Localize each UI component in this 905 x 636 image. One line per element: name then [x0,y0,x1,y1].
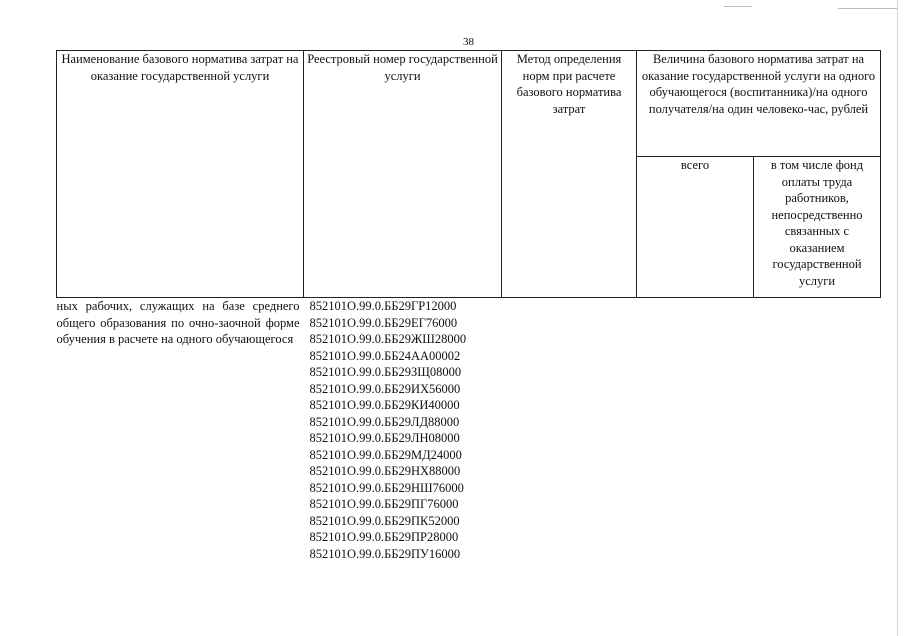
header-method: Метод определения норм при расчете базового норматива затрат [502,51,637,298]
scan-edge-right [897,0,898,636]
service-name-cell: ных рабочих, служащих на базе среднего общего образования по очно-заочной форме обучения в расчете на одного обучающегося [56,299,300,346]
registry-code: 852101О.99.0.ББ29ПГ76000 [309,497,459,511]
payroll-fund-value-cell [754,298,881,563]
registry-code: 852101О.99.0.ББ29ЛН08000 [309,431,460,445]
norm-table [56,50,881,562]
header-service-name: Наименование базового норматива затрат на оказание государственной услуги [57,51,304,298]
registry-code: 852101О.99.0.ББ29ПК52000 [309,513,460,528]
registry-code: 852101О.99.0.ББ29ЗЩ08000 [309,365,462,379]
method-cell [502,298,637,563]
registry-code: 852101О.99.0.ББ29МД24000 [309,447,462,462]
registry-code: 852101О.99.0.ББ29ПР28000 [309,530,459,544]
registry-code: 852101О.99.0.ББ29ПУ16000 [309,546,461,561]
header-total: всего [637,157,754,298]
registry-code: 852101О.99.0.ББ29ЕГ76000 [309,315,458,330]
registry-code: 852101О.99.0.ББ24АА00002 [309,348,461,363]
registry-codes-cell [304,298,502,563]
header-norm-value: Величина базового норматива затрат на оказание государственной услуги на одного обучающегося (воспитанника)/на одного получателя/на один человеко-час, рублей [637,51,881,157]
table-row [57,298,881,563]
scan-artifact-top-1 [724,6,752,7]
registry-code: 852101О.99.0.ББ29НХ88000 [309,464,461,478]
header-payroll-fund: в том числе фонд оплаты труда работников, непосредственно связанных с оказанием государственной услуги [754,157,881,298]
page-number: 38 [463,36,474,48]
registry-code: 852101О.99.0.ББ29ГР12000 [309,299,457,313]
registry-code: 852101О.99.0.ББ29ЖШ28000 [309,332,467,346]
registry-code: 852101О.99.0.ББ29НШ76000 [309,480,464,495]
total-value-cell [637,298,754,563]
registry-code: 852101О.99.0.ББ29КИ40000 [309,398,460,412]
registry-code: 852101О.99.0.ББ29ИХ56000 [309,381,461,396]
scan-artifact-top-2 [838,8,898,9]
header-registry-number: Реестровый номер государственной услуги [304,51,502,298]
registry-code: 852101О.99.0.ББ29ЛД88000 [309,414,460,429]
